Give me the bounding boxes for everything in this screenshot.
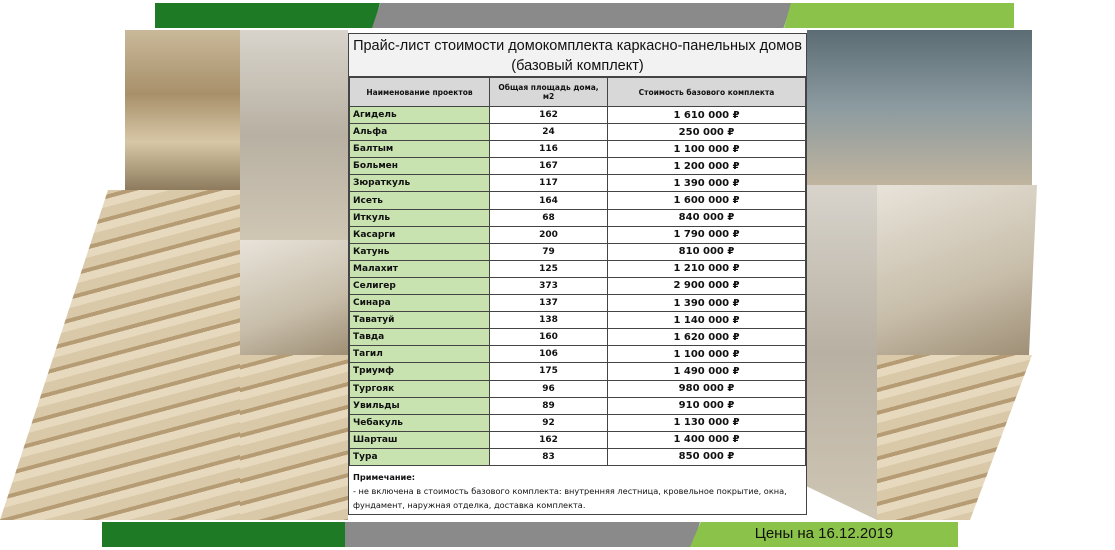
- cell-price: 1 210 000 ₽: [608, 260, 806, 277]
- cell-area: 92: [490, 414, 608, 431]
- table-row: [350, 448, 806, 465]
- cell-area: 175: [490, 363, 608, 380]
- top-bar-dark-green-segment: [155, 3, 380, 28]
- cell-name: Малахит: [350, 260, 490, 277]
- price-table: [349, 77, 806, 466]
- cell-price: 1 390 000 ₽: [608, 295, 806, 312]
- cell-name: Селигер: [350, 277, 490, 294]
- cell-price: 1 620 000 ₽: [608, 329, 806, 346]
- table-row: [350, 346, 806, 363]
- cell-area: 68: [490, 209, 608, 226]
- document-title: Прайс-лист стоимости домокомплекта каркасно-панельных домов (базовый комплект): [349, 34, 806, 77]
- cell-price: 840 000 ₽: [608, 209, 806, 226]
- note-block: [349, 466, 806, 512]
- cell-name: Тургояк: [350, 380, 490, 397]
- panel-photo: [807, 185, 877, 520]
- cell-price: 1 130 000 ₽: [608, 414, 806, 431]
- floor-frame-photo: [877, 355, 1032, 520]
- cell-name: Зюраткуль: [350, 175, 490, 192]
- cell-area: 117: [490, 175, 608, 192]
- cell-price: 1 390 000 ₽: [608, 175, 806, 192]
- cell-name: Касарги: [350, 226, 490, 243]
- cell-price: 1 200 000 ₽: [608, 158, 806, 175]
- lumber-stack-photo: [0, 190, 240, 520]
- cell-area: 160: [490, 329, 608, 346]
- table-row: [350, 295, 806, 312]
- machine-photo: [877, 30, 1032, 185]
- cell-area: 125: [490, 260, 608, 277]
- cell-price: 1 400 000 ₽: [608, 431, 806, 448]
- cell-name: Тура: [350, 448, 490, 465]
- cell-price: 980 000 ₽: [608, 380, 806, 397]
- worker-photo: [807, 30, 877, 185]
- table-row: [350, 107, 806, 124]
- table-row: [350, 158, 806, 175]
- cell-area: 167: [490, 158, 608, 175]
- cell-area: 116: [490, 141, 608, 158]
- cell-area: 83: [490, 448, 608, 465]
- cell-name: Триумф: [350, 363, 490, 380]
- cell-name: Исеть: [350, 192, 490, 209]
- cell-name: Больмен: [350, 158, 490, 175]
- frame-photo: [240, 355, 348, 520]
- table-row: [350, 431, 806, 448]
- cell-area: 79: [490, 243, 608, 260]
- cell-name: Альфа: [350, 124, 490, 141]
- table-row: [350, 329, 806, 346]
- cell-name: Синара: [350, 295, 490, 312]
- tool-photo: [877, 185, 1037, 355]
- cell-price: 1 600 000 ₽: [608, 192, 806, 209]
- cell-price: 810 000 ₽: [608, 243, 806, 260]
- cell-name: Увильды: [350, 397, 490, 414]
- note-title: Примечание:: [353, 471, 416, 482]
- price-list-document: [348, 33, 807, 515]
- workshop-photo: [240, 30, 348, 240]
- table-row: [350, 175, 806, 192]
- table-body: [350, 107, 806, 466]
- table-row: [350, 397, 806, 414]
- cell-name: Агидель: [350, 107, 490, 124]
- bottom-decorative-bar: [0, 520, 1115, 550]
- column-header-name: Наименование проектов: [350, 78, 490, 107]
- cell-area: 138: [490, 312, 608, 329]
- cell-name: Тагил: [350, 346, 490, 363]
- cell-name: Шарташ: [350, 431, 490, 448]
- cell-area: 164: [490, 192, 608, 209]
- table-row: [350, 260, 806, 277]
- table-row: [350, 141, 806, 158]
- cell-area: 373: [490, 277, 608, 294]
- cell-area: 162: [490, 431, 608, 448]
- table-row: [350, 124, 806, 141]
- table-row: [350, 277, 806, 294]
- cell-area: 24: [490, 124, 608, 141]
- table-row: [350, 226, 806, 243]
- cell-area: 137: [490, 295, 608, 312]
- cell-name: Тавда: [350, 329, 490, 346]
- note-text: - не включена в стоимость базового комплекта: внутренняя лестница, кровельное покрытие, окна, фундамент, наружная отделка, доставка комплекта.: [353, 485, 787, 510]
- bottom-bar-dark-green-segment: [102, 522, 352, 547]
- table-row: [350, 380, 806, 397]
- saw-photo: [240, 240, 348, 355]
- cell-name: Таватуй: [350, 312, 490, 329]
- table-row: [350, 414, 806, 431]
- cell-price: 1 100 000 ₽: [608, 141, 806, 158]
- cell-price: 850 000 ₽: [608, 448, 806, 465]
- cell-price: 1 100 000 ₽: [608, 346, 806, 363]
- cell-price: 1 790 000 ₽: [608, 226, 806, 243]
- column-header-area: Общая площадь дома, м2: [490, 78, 608, 107]
- column-header-price: Стоимость базового комплекта: [608, 78, 806, 107]
- bottom-bar-gray-segment: [345, 522, 700, 547]
- cell-price: 1 610 000 ₽: [608, 107, 806, 124]
- table-row: [350, 243, 806, 260]
- table-row: [350, 363, 806, 380]
- cell-price: 250 000 ₽: [608, 124, 806, 141]
- cell-area: 106: [490, 346, 608, 363]
- cell-name: Балтым: [350, 141, 490, 158]
- cell-price: 2 900 000 ₽: [608, 277, 806, 294]
- top-bar-gray-segment: [372, 3, 792, 28]
- cell-area: 162: [490, 107, 608, 124]
- table-row: [350, 192, 806, 209]
- top-decorative-bar: [0, 0, 1115, 30]
- cell-area: 96: [490, 380, 608, 397]
- warehouse-photo: [125, 30, 240, 190]
- cell-name: Иткуль: [350, 209, 490, 226]
- price-date-label: Цены на 16.12.2019: [754, 525, 894, 542]
- table-header-row: [350, 78, 806, 107]
- cell-name: Чебакуль: [350, 414, 490, 431]
- top-bar-light-green-segment: [784, 3, 1014, 28]
- table-row: [350, 312, 806, 329]
- cell-price: 1 140 000 ₽: [608, 312, 806, 329]
- table-row: [350, 209, 806, 226]
- cell-name: Катунь: [350, 243, 490, 260]
- cell-area: 200: [490, 226, 608, 243]
- cell-price: 910 000 ₽: [608, 397, 806, 414]
- cell-price: 1 490 000 ₽: [608, 363, 806, 380]
- cell-area: 89: [490, 397, 608, 414]
